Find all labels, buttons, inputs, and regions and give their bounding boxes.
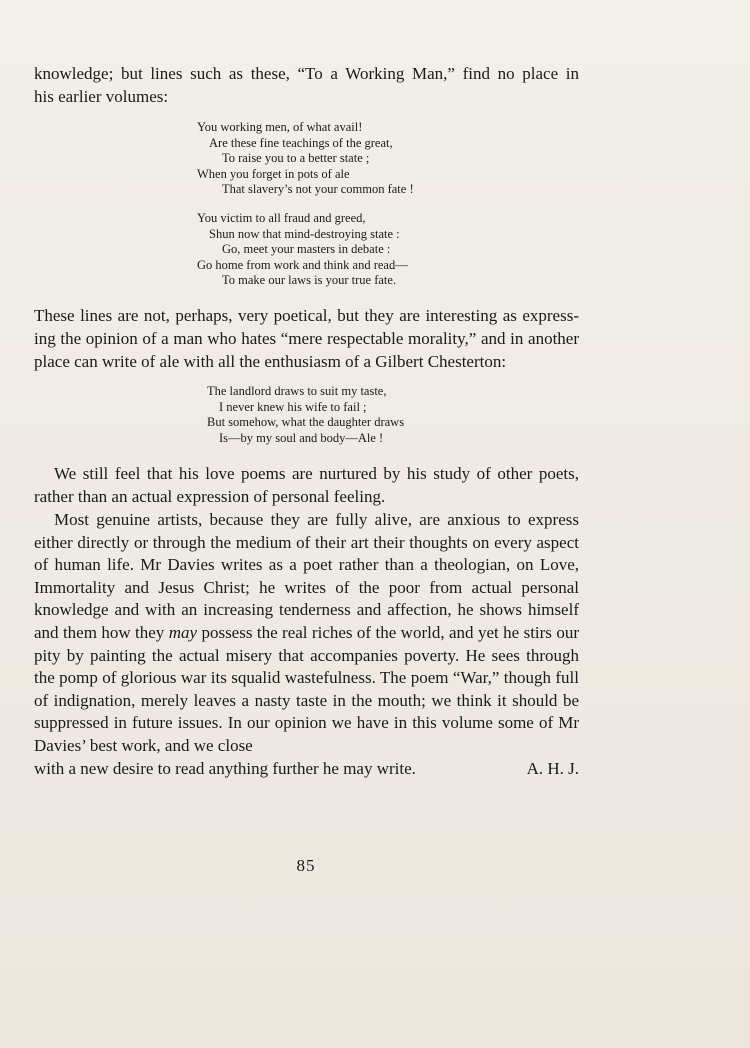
comment-line-3: place can write of ale with all the enthusiasm of a Gilbert Chesterton: (34, 352, 507, 371)
comment-line-2: ing the opinion of a man who hates “mere respectable morality,” and in another (34, 329, 579, 348)
poem-line: To raise you to a better state ; (222, 151, 370, 166)
closing-line (34, 758, 579, 781)
author-signature: A. H. J. (526, 758, 579, 778)
paragraph-text: possess the real riches of the world, and yet he stirs our pity by painting the actual misery that accompanies poverty. He sees through the pomp of glorious war its squalid wastefulness. The poem “War,” though full of indignation, merely leaves a nasty taste in the mouth; we think it should be suppressed in future issues. In our opinion we have in this volume some of Mr Davies’ best work, and we close (34, 622, 579, 755)
poem-working-man-stanza-2 (197, 211, 408, 289)
poem-line: Go, meet your masters in debate : (222, 242, 391, 257)
intro-line-1: knowledge; but lines such as these, “To a Working Man,” find no place in (34, 64, 579, 83)
comment-line-1: These lines are not, perhaps, very poetical, but they are interesting as express- (34, 306, 579, 325)
intro-line-2: his earlier volumes: (34, 87, 169, 106)
page-number: 85 (296, 856, 316, 875)
paragraph-text: Most genuine artists, because they are fully alive, are anxious to express either directly or through the medium of their art their thoughts on every aspect of human life. Mr Davies writes as a poet rather than a theologian, on Love, Immortality and Jesus Christ; he writes of the poor from actual personal knowledge and with an increasing tenderness and affection, he shows himself and them how they (34, 510, 579, 642)
poem-line: When you forget in pots of ale (197, 166, 350, 181)
poem-line: Are these fine teachings of the great, (209, 135, 393, 150)
poem-ale (207, 384, 404, 446)
emphasis-may: may (168, 622, 198, 642)
poem-line: Shun now that mind-destroying state : (209, 226, 400, 241)
poem-line: You victim to all fraud and greed, (197, 211, 366, 225)
poem-line: Is—by my soul and body—Ale ! (219, 430, 384, 445)
paragraph-genuine-artists (34, 509, 579, 780)
poem-working-man-stanza-1 (197, 120, 414, 198)
poem-line: That slavery’s not your common fate ! (222, 182, 414, 197)
poem-line: You working men, of what avail! (197, 120, 363, 134)
poem-line: To make our laws is your true fate. (222, 273, 397, 288)
poem-line: Go home from work and think and read— (197, 257, 408, 272)
closing-text: with a new desire to read anything further he may write. (34, 758, 416, 778)
poem-line: But somehow, what the daughter draws (207, 415, 405, 430)
paragraph-love-poems: We still feel that his love poems are nurtured by his study of other poets, rather than an actual expression of personal feeling. (34, 464, 579, 506)
poem-line: I never knew his wife to fail ; (219, 399, 367, 414)
poem-line: The landlord draws to suit my taste, (207, 384, 387, 398)
